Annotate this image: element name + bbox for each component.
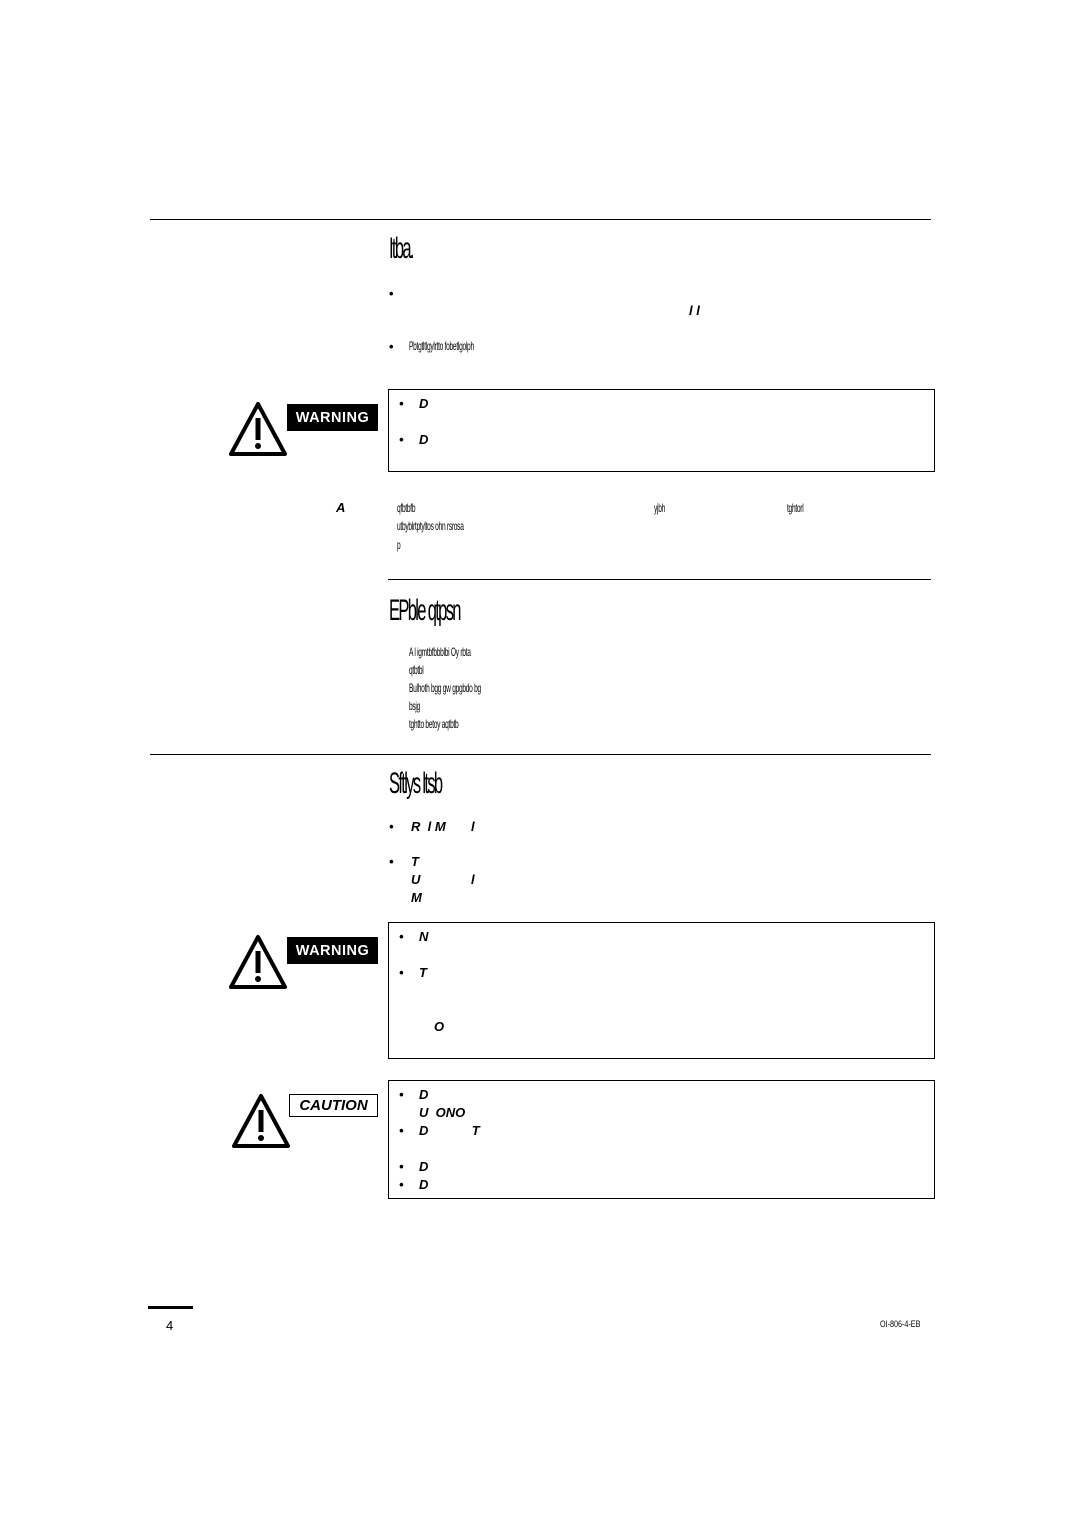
footer-bar xyxy=(148,1306,193,1309)
bullet-glyph: • xyxy=(389,819,394,834)
caution-label: CAUTION xyxy=(289,1094,378,1117)
safety-bullet: R l M l xyxy=(411,819,475,834)
body-line: A l igmtbfbbblbi Oy rbta xyxy=(409,645,471,659)
warning-label: WARNING xyxy=(287,937,378,964)
note-fragment: tghtorl xyxy=(787,501,804,515)
bullet-glyph: • xyxy=(399,1159,404,1174)
bullet-glyph: • xyxy=(399,396,404,411)
bullet-glyph: • xyxy=(389,339,394,354)
page-number: 4 xyxy=(166,1318,174,1333)
caution-item: D xyxy=(419,1177,429,1192)
document-code: OI-806-4-EB xyxy=(880,1319,921,1329)
warning-box xyxy=(388,922,935,1059)
section-heading-disposal: EPble qtpsn xyxy=(389,594,460,627)
caution-box xyxy=(388,1080,935,1199)
warning-item: T xyxy=(419,965,427,980)
warning-item: D xyxy=(419,432,429,447)
note-marker: A xyxy=(336,500,346,515)
body-line: bsjg xyxy=(409,699,421,713)
note-line: utbyblrtptyltos ohn rsrosa xyxy=(397,519,464,533)
bullet-glyph: • xyxy=(399,1123,404,1138)
intro-bullet-text: Pbtgtltlgylrtto fobetlgolph xyxy=(409,339,474,353)
warning-triangle-icon xyxy=(228,401,288,457)
safety-bullet: T xyxy=(411,854,419,869)
top-divider xyxy=(150,219,931,220)
caution-item: D xyxy=(419,1087,429,1102)
bullet-glyph: • xyxy=(399,1087,404,1102)
safety-bullet-line: U l xyxy=(411,872,475,887)
bullet-glyph: • xyxy=(389,286,394,301)
warning-box xyxy=(388,389,935,472)
warning-item: D xyxy=(419,396,429,411)
caution-item: D T xyxy=(419,1123,480,1138)
section-heading-intro: Itba. xyxy=(389,232,413,265)
intro-fragment: l l xyxy=(689,303,700,318)
bullet-glyph: • xyxy=(399,1177,404,1192)
body-line: tghtto betoy aqtbtb xyxy=(409,717,459,731)
bullet-glyph: • xyxy=(389,854,394,869)
bullet-glyph: • xyxy=(399,965,404,980)
safety-bullet-line: M xyxy=(411,890,422,905)
bullet-glyph: • xyxy=(399,432,404,447)
warning-item: N xyxy=(419,929,429,944)
note-line: qfbtbfb xyxy=(397,501,416,515)
note-line: p xyxy=(397,538,401,552)
section-divider xyxy=(388,579,931,580)
warning-extra: O xyxy=(434,1019,445,1034)
section-divider xyxy=(150,754,931,755)
caution-subline: U ONO xyxy=(419,1105,466,1120)
warning-label: WARNING xyxy=(287,404,378,431)
bullet-glyph: • xyxy=(399,929,404,944)
note-fragment: yjbh xyxy=(654,501,666,515)
body-line: qtbtbl xyxy=(409,663,424,677)
section-heading-safety: Sftlys ltsb xyxy=(389,767,442,800)
caution-item: D xyxy=(419,1159,429,1174)
caution-triangle-icon xyxy=(231,1093,291,1149)
body-line: Bulhoth bgg gw gpgbdo bg xyxy=(409,681,481,695)
warning-triangle-icon xyxy=(228,934,288,990)
